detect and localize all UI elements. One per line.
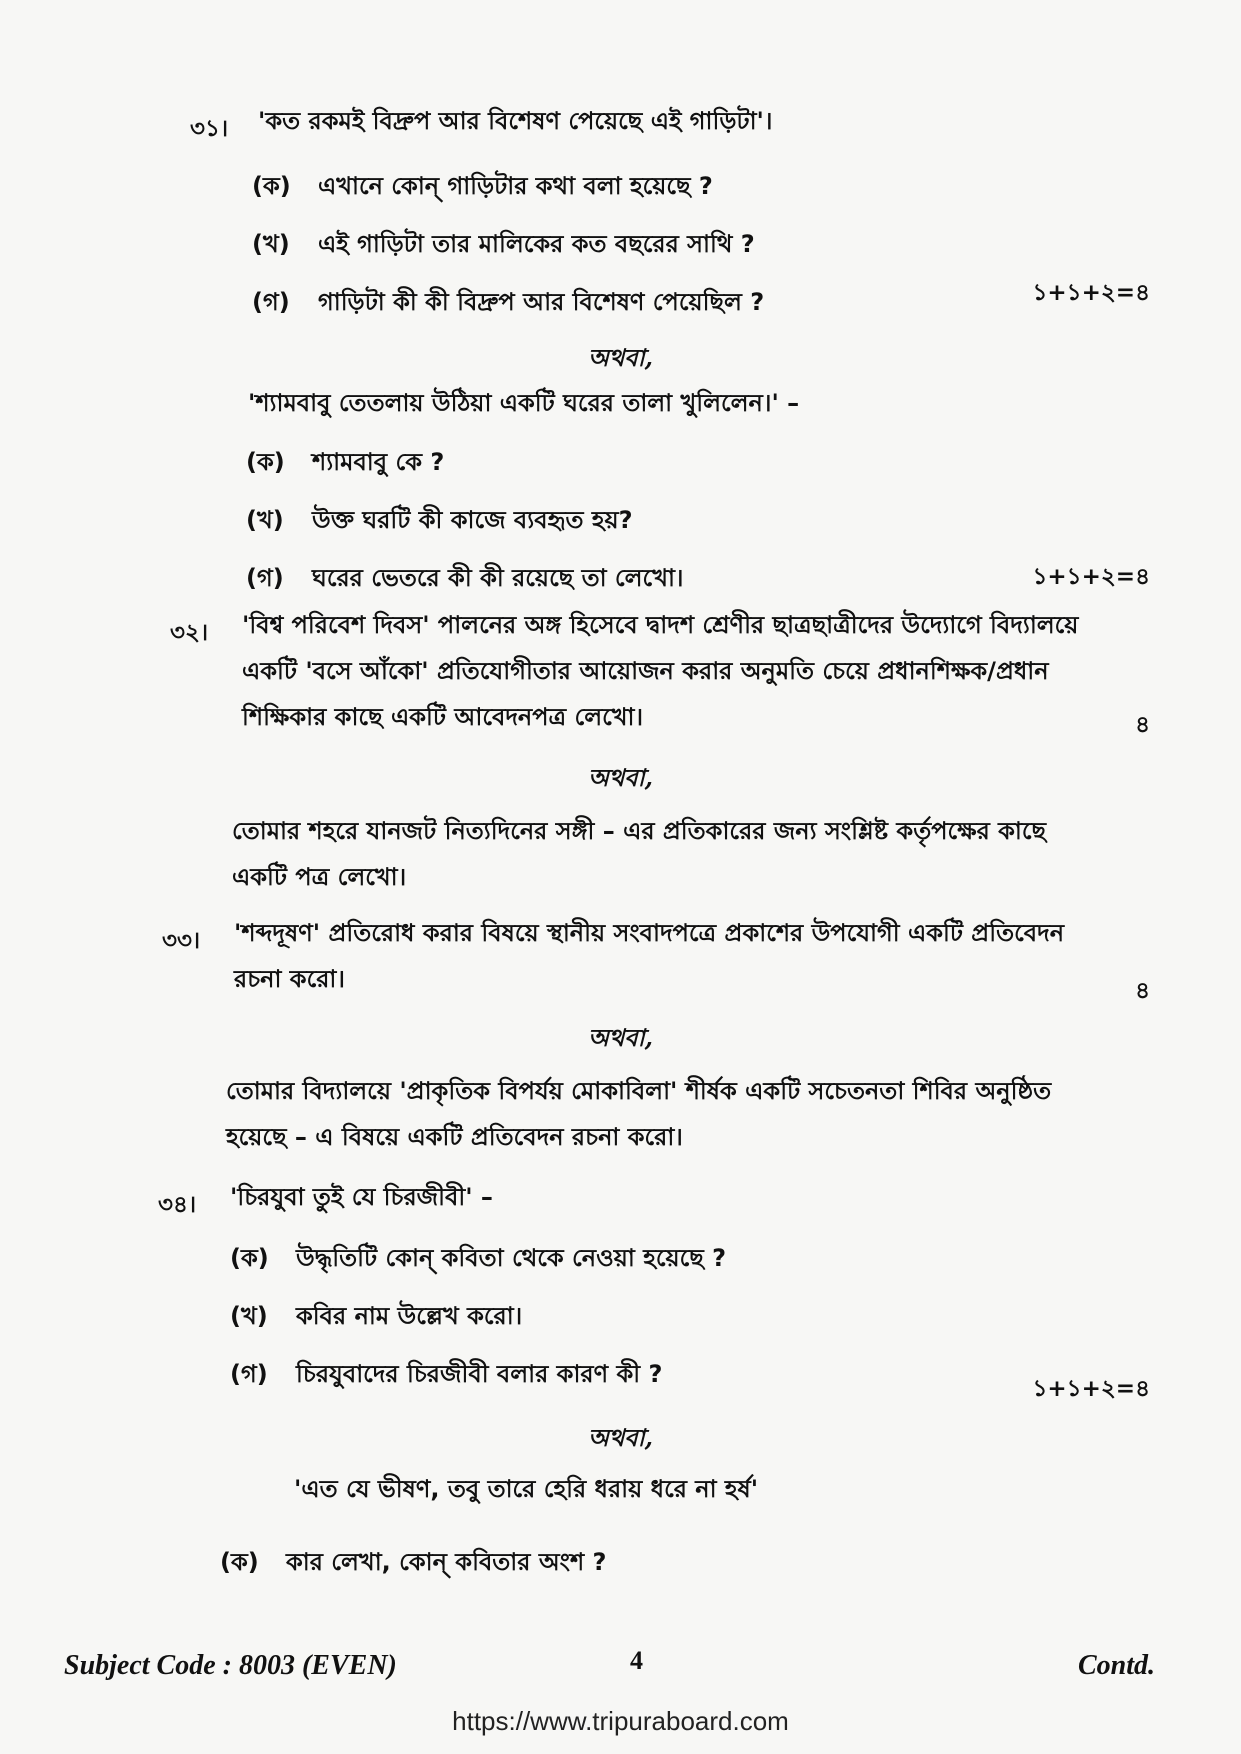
alternative-question-text-line: তোমার বিদ্যালয়ে 'প্রাকৃতিক বিপর্যয় মোকাবিলা' শীর্ষক একটি সচেতনতা শিবির অনুষ্ঠিত bbox=[226, 1077, 1052, 1105]
option-text: চিরযুবাদের চিরজীবী বলার কারণ কী ? bbox=[296, 1360, 663, 1388]
option bbox=[252, 284, 764, 324]
option bbox=[230, 1356, 662, 1396]
question-number: ৩২। bbox=[170, 620, 209, 646]
question-text-line: 'বিশ্ব পরিবেশ দিবস' পালনের অঙ্গ হিসেবে দ্বাদশ শ্রেণীর ছাত্রছাত্রীদের উদ্যোগে বিদ্যালয়ে bbox=[242, 611, 1079, 639]
option-text: কবির নাম উল্লেখ করো। bbox=[296, 1302, 523, 1330]
alternative-question-text-line: তোমার শহরে যানজট নিত্যদিনের সঙ্গী – এর প্রতিকারের জন্য সংশ্লিষ্ট কর্তৃপক্ষের কাছে bbox=[232, 817, 1047, 845]
option-text: উদ্ধৃতিটি কোন্ কবিতা থেকে নেওয়া হয়েছে ? bbox=[296, 1244, 727, 1272]
option-label: (খ) bbox=[252, 230, 290, 258]
question-number: ৩১। bbox=[190, 116, 229, 142]
or-label: অথবা, bbox=[587, 1423, 653, 1452]
option-label: (ক) bbox=[246, 448, 285, 476]
alternative-question-text: 'এত যে ভীষণ, তবু তারে হেরি ধরায় ধরে না হর্ষ' bbox=[294, 1475, 759, 1503]
option-text: এই গাড়িটা তার মালিকের কত বছরের সাথি ? bbox=[318, 230, 755, 258]
marks: ৪ bbox=[1135, 978, 1150, 1004]
marks: ১+১+২=৪ bbox=[1032, 280, 1150, 306]
option bbox=[220, 1544, 606, 1584]
question-text: 'কত রকমই বিদ্রুপ আর বিশেষণ পেয়েছে এই গাড়িটা'। bbox=[258, 107, 773, 135]
option-label: (ক) bbox=[252, 172, 291, 200]
option-text: উক্ত ঘরটি কী কাজে ব্যবহৃত হয়? bbox=[312, 506, 633, 534]
marks: ১+১+২=৪ bbox=[1032, 1376, 1150, 1402]
alternative-question-text: 'শ্যামবাবু তেতলায় উঠিয়া একটি ঘরের তালা খুলিলেন।' – bbox=[248, 389, 800, 417]
or-label: অথবা, bbox=[587, 1023, 653, 1052]
alternative-question-text-line: হয়েছে – এ বিষয়ে একটি প্রতিবেদন রচনা করো। bbox=[226, 1123, 683, 1151]
question-text: 'চিরযুবা তুই যে চিরজীবী' – bbox=[230, 1183, 493, 1211]
option-label: (ক) bbox=[220, 1548, 259, 1576]
option-label: (গ) bbox=[252, 288, 290, 316]
source-url: https://www.tripuraboard.com bbox=[452, 1706, 789, 1736]
option-label: (খ) bbox=[230, 1302, 268, 1330]
or-label: অথবা, bbox=[587, 343, 653, 372]
option bbox=[246, 444, 444, 484]
page-number: 4 bbox=[630, 1646, 643, 1675]
question-number: ৩৪। bbox=[158, 1192, 197, 1218]
option bbox=[252, 226, 755, 266]
marks: ৪ bbox=[1135, 712, 1150, 738]
option-text: গাড়িটা কী কী বিদ্রুপ আর বিশেষণ পেয়েছিল ? bbox=[318, 288, 765, 316]
question-text-line: 'শব্দদূষণ' প্রতিরোধ করার বিষয়ে স্থানীয় সংবাদপত্রে প্রকাশের উপযোগী একটি প্রতিবেদন bbox=[234, 919, 1065, 947]
option-text: কার লেখা, কোন্ কবিতার অংশ ? bbox=[286, 1548, 607, 1576]
question-text-line: একটি 'বসে আঁকো' প্রতিযোগীতার আয়োজন করার অনুমতি চেয়ে প্রধানশিক্ষক/প্রধান bbox=[242, 657, 1049, 685]
option bbox=[246, 502, 633, 542]
marks: ১+১+২=৪ bbox=[1032, 564, 1150, 590]
question-number: ৩৩। bbox=[162, 928, 201, 954]
or-label: অথবা, bbox=[587, 763, 653, 792]
option-label: (গ) bbox=[230, 1360, 268, 1388]
option-text: এখানে কোন্ গাড়িটার কথা বলা হয়েছে ? bbox=[318, 172, 713, 200]
option-label: (গ) bbox=[246, 564, 284, 592]
option-label: (খ) bbox=[246, 506, 284, 534]
option-text: শ্যামবাবু কে ? bbox=[312, 448, 445, 476]
option bbox=[246, 560, 684, 600]
question-text-line: রচনা করো। bbox=[234, 965, 345, 993]
question-text-line: শিক্ষিকার কাছে একটি আবেদনপত্র লেখো। bbox=[242, 703, 644, 731]
option bbox=[230, 1298, 522, 1338]
option-text: ঘরের ভেতরে কী কী রয়েছে তা লেখো। bbox=[312, 564, 684, 592]
alternative-question-text-line: একটি পত্র লেখো। bbox=[232, 863, 407, 891]
option bbox=[230, 1240, 726, 1280]
option bbox=[252, 168, 713, 208]
continued-label: Contd. bbox=[1078, 1650, 1156, 1681]
subject-code: Subject Code : 8003 (EVEN) bbox=[64, 1650, 397, 1681]
option-label: (ক) bbox=[230, 1244, 269, 1272]
